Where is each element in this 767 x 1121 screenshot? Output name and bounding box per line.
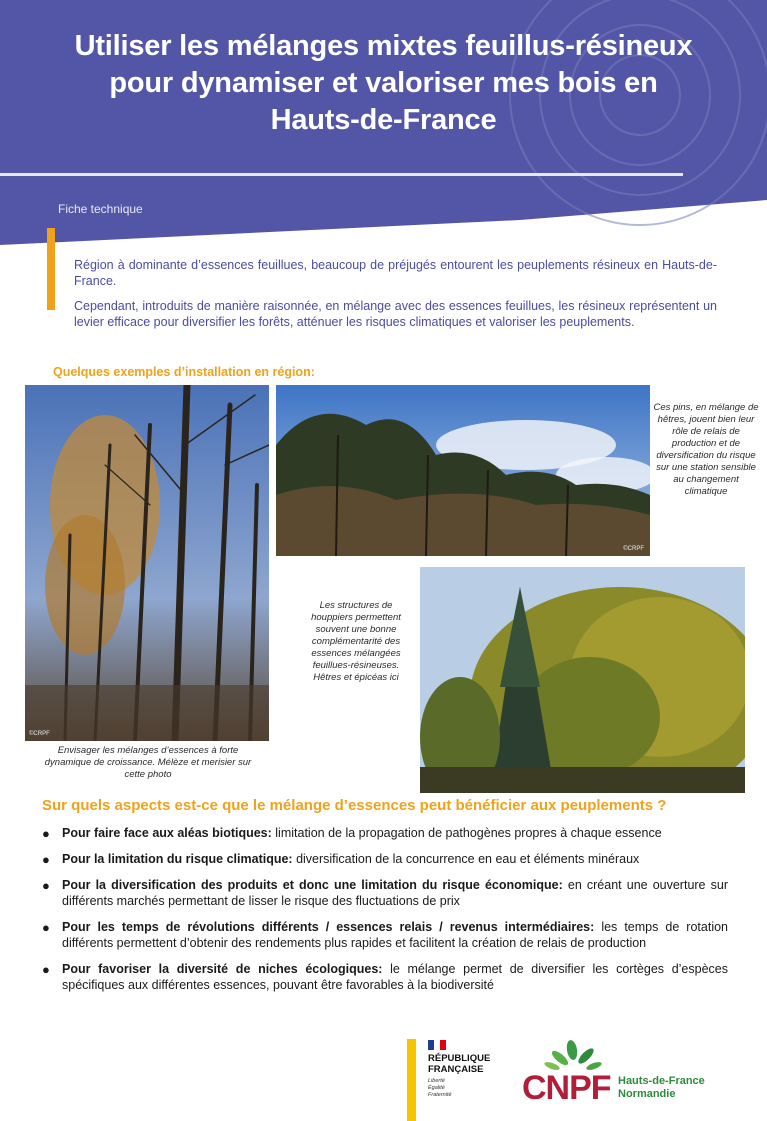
list-item	[42, 961, 728, 993]
rf-name-line-2: FRANÇAISE	[428, 1064, 484, 1075]
bullet-icon: ●	[42, 920, 50, 935]
bullet-icon: ●	[42, 852, 50, 867]
title-rule	[0, 173, 683, 176]
bullet-icon: ●	[42, 826, 50, 841]
intro-paragraph-1: Région à dominante d’essences feuillues, beaucoup de préjugés entourent les peuplements résineux en Hauts-de-France.	[74, 258, 717, 288]
list-item	[42, 877, 728, 909]
list-item	[42, 851, 728, 867]
rf-motto-3: Fraternité	[428, 1092, 452, 1098]
cnpf-region-2: Normandie	[618, 1088, 676, 1100]
bullet-icon: ●	[42, 878, 50, 893]
benefit-label: Pour la diversification des produits et donc une limitation du risque économique:	[62, 878, 563, 892]
benefit-label: Pour la limitation du risque climatique:	[62, 852, 293, 866]
caption-beech-spruce: Les structures de houppiers permettent souvent une bonne complémentarité des essences mélangées feuillues-résineuses. Hêtres et épicéas ici	[311, 600, 401, 683]
benefit-label: Pour favoriser la diversité de niches écologiques:	[62, 962, 383, 976]
cnpf-acronym: CNPF	[522, 1069, 611, 1107]
rf-motto	[428, 1078, 518, 1099]
rf-motto-1: Liberté	[428, 1078, 445, 1084]
list-item	[42, 919, 728, 951]
title-line-1: Utiliser les mélanges mixtes feuillus-résineux	[74, 30, 693, 62]
photo-credit: ©CRPF	[29, 731, 50, 737]
header-banner	[0, 0, 767, 245]
caption-larch-cherry: Envisager les mélanges d’essences à forte dynamique de croissance. Mélèze et merisier sur cette photo	[44, 745, 252, 780]
benefit-text: les temps de rotation différents permettent d’obtenir des rendements plus rapides et facilitent la création de relais de production	[62, 920, 728, 950]
title-line-3: Hauts-de-France	[270, 104, 497, 136]
intro-accent-bar	[47, 228, 55, 310]
photo-credit: ©CRPF	[623, 546, 644, 552]
examples-heading: Quelques exemples d’installation en région:	[53, 365, 315, 379]
benefit-text: limitation de la propagation de pathogènes propres à chaque essence	[271, 826, 662, 840]
intro-paragraph-2: Cependant, introduits de manière raisonnée, en mélange avec des essences feuillues, les résineux représentent un levier efficace pour diversifier les forêts, atténuer les risques climatiques et valoriser les peuplements.	[74, 299, 717, 329]
benefit-text: le mélange permet de diversifier les cortèges d’espèces spécifiques aux différentes essences, pouvant être favorables à la biodiversité	[62, 962, 728, 992]
intro-text	[74, 257, 717, 339]
cnpf-logo	[522, 1040, 732, 1110]
benefits-heading: Sur quels aspects est-ce que le mélange d’essences peut bénéficier aux peuplements ?	[42, 797, 667, 814]
photo-larch-cherry	[25, 385, 269, 741]
bullet-icon: ●	[42, 962, 50, 977]
cnpf-region-1: Hauts-de-France	[618, 1075, 705, 1087]
benefit-label: Pour faire face aux aléas biotiques:	[62, 826, 272, 840]
title-line-2: pour dynamiser et valoriser mes bois en	[109, 67, 658, 99]
footer-accent-bar	[407, 1039, 416, 1121]
page-title	[30, 28, 737, 139]
benefit-label: Pour les temps de révolutions différents / essences relais / revenus intermédiaires:	[62, 920, 595, 934]
republique-francaise-logo	[428, 1040, 518, 1099]
list-item	[42, 825, 728, 841]
rf-name	[428, 1053, 518, 1075]
cnpf-region	[618, 1075, 705, 1101]
document-type-label: Fiche technique	[58, 202, 143, 216]
photo-beech-spruce	[420, 567, 745, 793]
benefits-list	[42, 825, 728, 993]
french-flag-icon	[428, 1040, 446, 1050]
benefit-text: en créant une ouverture sur différents marchés permettant de lisser le risque des fluctuations de prix	[62, 878, 728, 908]
caption-pines-beech: Ces pins, en mélange de hêtres, jouent bien leur rôle de relais de production et de diversification du risque sur une station sensible au changement climatique	[653, 402, 759, 497]
photo-pines-beech	[276, 385, 650, 556]
rf-motto-2: Égalité	[428, 1085, 445, 1091]
rf-name-line-1: RÉPUBLIQUE	[428, 1053, 491, 1064]
benefit-text: diversification de la concurrence en eau et éléments minéraux	[292, 852, 640, 866]
